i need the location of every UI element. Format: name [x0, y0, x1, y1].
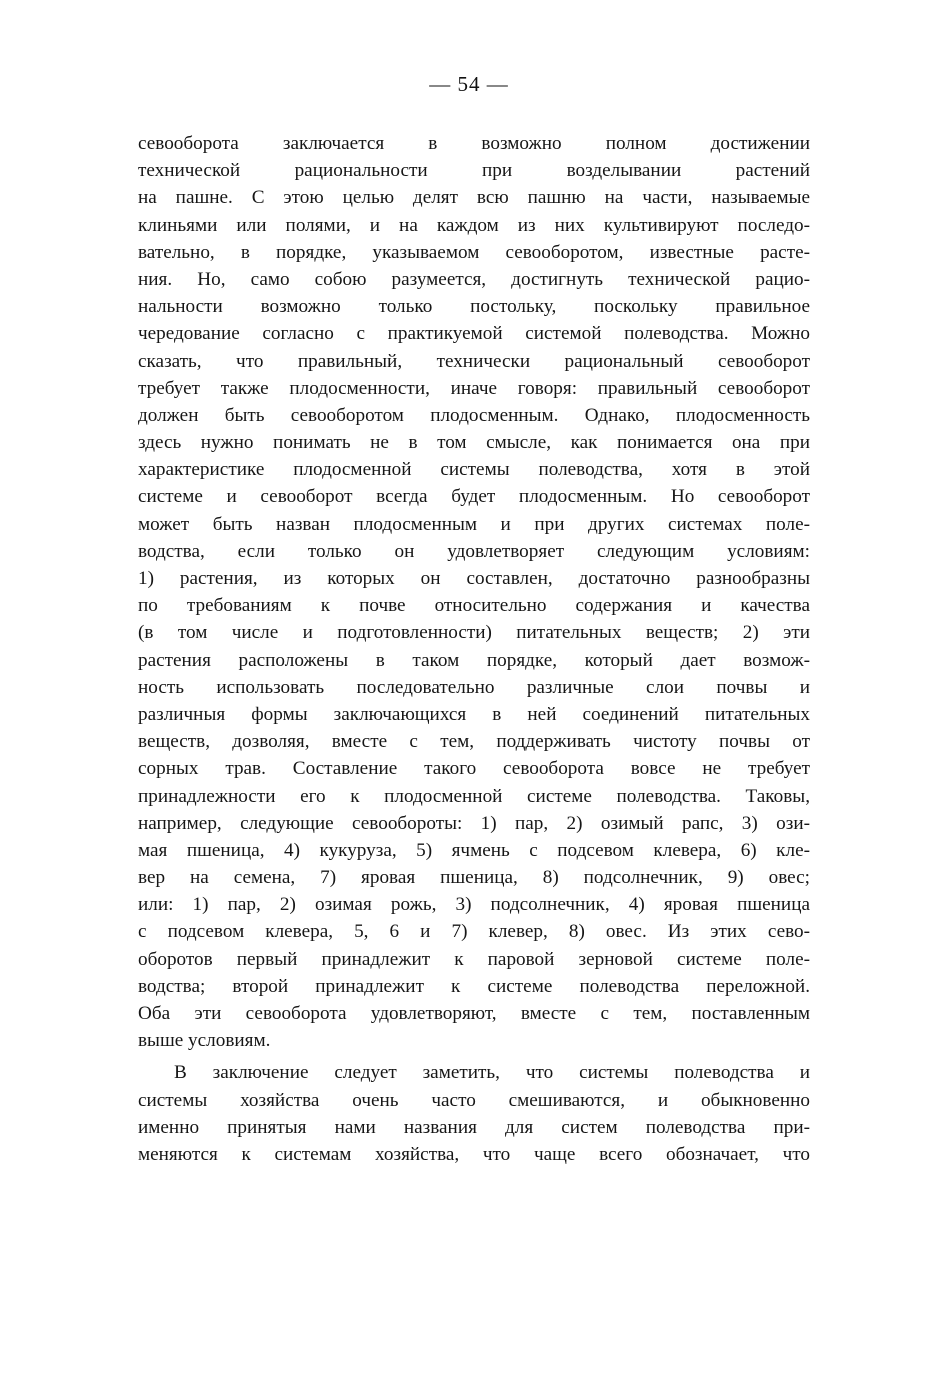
text-line: сорных трав. Составление такого севооборота вовсе не требует [138, 758, 810, 780]
text-line: сказать, что правильный, технически рациональный севооборот [138, 350, 810, 372]
text-line: водства, если только он удовлетворяет следующим условиям: [138, 540, 810, 562]
text-line: ния. Но, само собою разумеется, достигнуть технической рацио- [138, 268, 810, 290]
text-line: вер на семена, 7) яровая пшеница, 8) подсолнечник, 9) овес; [138, 867, 810, 889]
text-line: или: 1) пар, 2) озимая рожь, 3) подсолнечник, 4) яровая пшеница [138, 894, 810, 916]
text-line: Оба эти севооборота удовлетворяют, вместе с тем, поставленным [138, 1003, 810, 1024]
text-line: принадлежности его к плодосменной системе полеводства. Таковы, [138, 785, 810, 807]
text-line: именно принятыя нами названия для систем полеводства при- [138, 1116, 810, 1138]
text-line: (в том числе и подготовленности) питательных веществ; 2) эти [138, 622, 810, 644]
page-number: — 54 — [429, 72, 509, 96]
text-line: В заключение следует заметить, что системы полеводства и [174, 1062, 810, 1084]
text-line: на пашне. С этою целью делят всю пашню на части, называемые [138, 187, 810, 209]
body-text [138, 130, 810, 1168]
text-line: системе и севооборот всегда будет плодосменным. Но севооборот [138, 486, 810, 508]
text-line: характеристике плодосменной системы полеводства, хотя в этой [138, 459, 810, 481]
text-line: вательно, в порядке, указываемом севооборотом, известные расте- [138, 241, 810, 263]
text-line: растения расположены в таком порядке, который дает возмож- [138, 649, 810, 671]
text-line: клиньями или полями, и на каждом из них культивируют последо- [138, 214, 810, 236]
text-line: мая пшеница, 4) кукуруза, 5) ячмень с подсевом клевера, 6) кле- [138, 839, 810, 861]
text-line: нальности возможно только постольку, поскольку правильное [138, 296, 810, 318]
paragraph-2 [138, 1059, 810, 1168]
text-line: веществ, дозволяя, вместе с тем, поддерживать чистоту почвы от [138, 731, 810, 753]
text-line: может быть назван плодосменным и при других системах поле- [138, 513, 810, 535]
text-line: оборотов первый принадлежит к паровой зерновой системе поле- [138, 948, 810, 970]
text-line: по требованиям к почве относительно содержания и качества [138, 595, 810, 617]
text-line: различныя формы заключающихся в ней соединений питательных [138, 703, 810, 725]
text-line: системы хозяйства очень часто смешиваются, и обыкновенно [138, 1089, 810, 1111]
text-line: технической рациональности при возделывании растений [138, 160, 810, 182]
text-line: 1) растения, из которых он составлен, достаточно разнообразны [138, 568, 810, 589]
text-line: с подсевом клевера, 5, 6 и 7) клевер, 8) овес. Из этих сево- [138, 921, 810, 943]
text-line: водства; второй принадлежит к системе полеводства переложной. [138, 975, 810, 997]
text-line: например, следующие севообороты: 1) пар, 2) озимый рапс, 3) ози- [138, 812, 810, 834]
text-line: должен быть севооборотом плодосменным. Однако, плодосменность [138, 404, 810, 426]
text-line: чередование согласно с практикуемой системой полеводства. Можно [138, 323, 810, 345]
text-line: здесь нужно понимать не в том смысле, как понимается она при [138, 432, 810, 454]
text-line: требует также плодосменности, иначе говоря: правильный севооборот [138, 377, 810, 399]
text-line: севооборота заключается в возможно полном достижении [138, 133, 810, 154]
text-line: выше условиям. [138, 1030, 271, 1052]
text-line: ность использовать последовательно различные слои почвы и [138, 676, 810, 698]
text-line: меняются к системам хозяйства, что чаще всего обозначает, что [138, 1143, 810, 1165]
paragraph-1 [138, 130, 810, 1054]
